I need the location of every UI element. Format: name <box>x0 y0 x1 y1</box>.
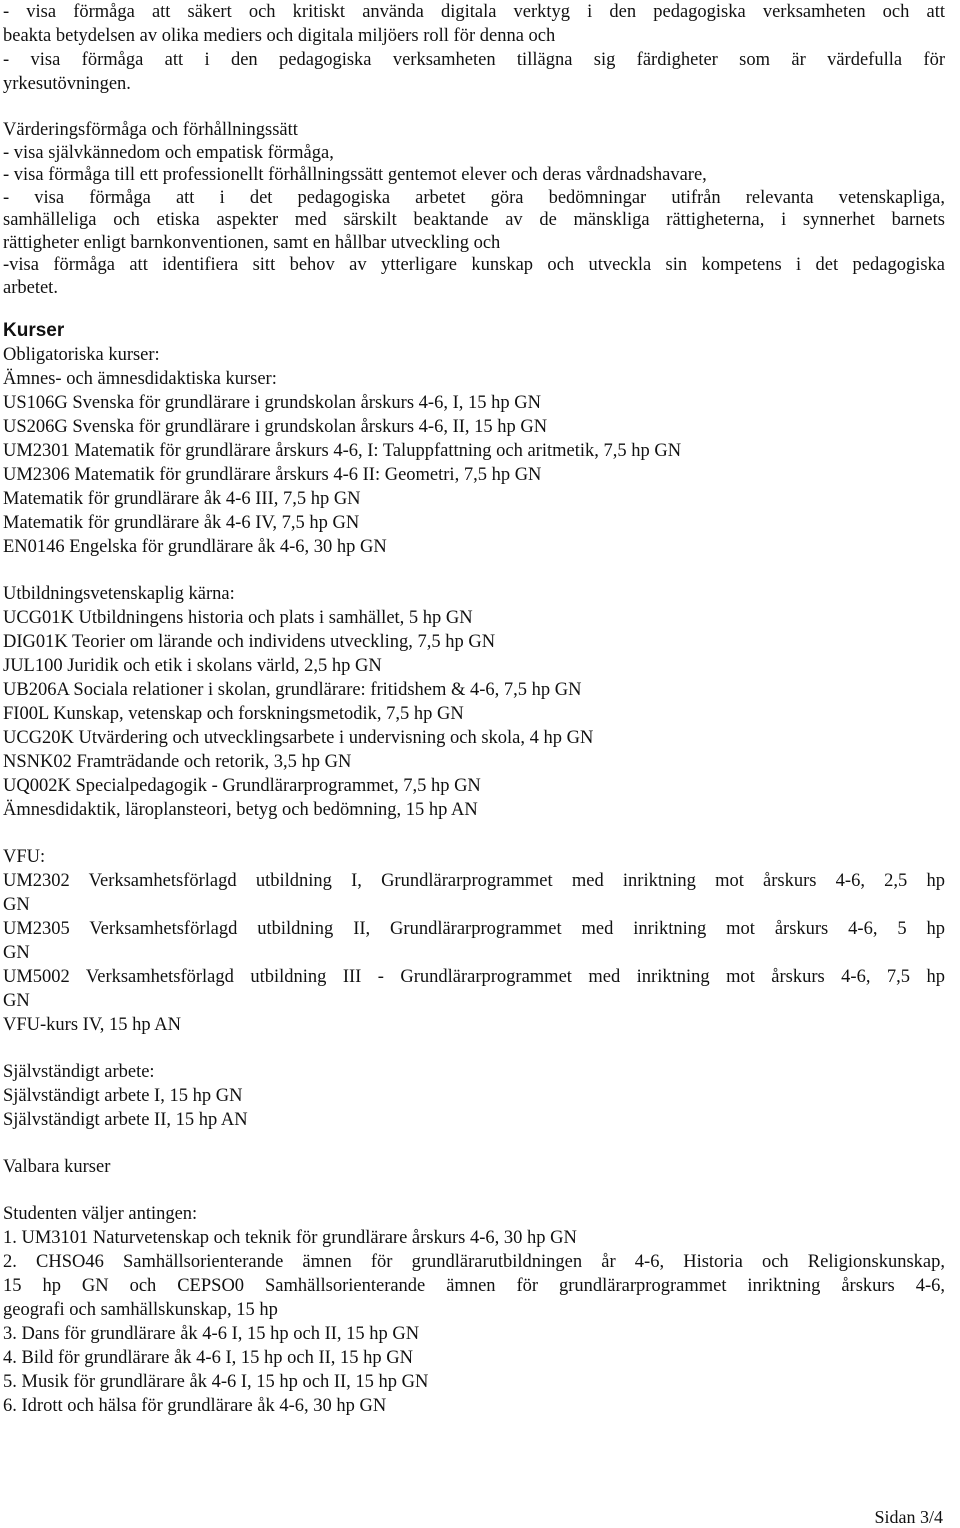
core-label: Utbildningsvetenskaplig kärna: <box>3 584 235 604</box>
list-item: US106G Svenska för grundlärare i grundskolan årskurs 4-6, I, 15 hp GN <box>3 393 541 413</box>
intro-block <box>3 0 945 96</box>
list-item: GN <box>3 991 30 1011</box>
list-item: Matematik för grundlärare åk 4-6 IV, 7,5 hp GN <box>3 513 360 533</box>
page-number: Sidan 3/4 <box>874 1507 943 1527</box>
choose-label: Studenten väljer antingen: <box>3 1204 198 1224</box>
text-line: - visa förmåga till ett professionellt förhållningssätt gentemot elever och deras vårdnadshavare, <box>3 165 707 185</box>
text-line: rättigheter enligt barnkonventionen, samt en hållbar utveckling och <box>3 232 501 253</box>
vfu-course-list <box>3 869 945 1037</box>
thesis-label: Självständigt arbete: <box>3 1062 155 1082</box>
courses-heading: Kurser <box>3 320 65 341</box>
list-item: geografi och samhällskunskap, 15 hp <box>3 1300 278 1320</box>
list-item: Självständigt arbete II, 15 hp AN <box>3 1110 248 1130</box>
section-title: Värderingsförmåga och förhållningssätt <box>3 120 298 140</box>
list-item: US206G Svenska för grundlärare i grundskolan årskurs 4-6, II, 15 hp GN <box>3 417 548 437</box>
mandatory-label: Obligatoriska kurser: <box>3 345 160 365</box>
core-course-list <box>3 606 945 822</box>
thesis-course-list <box>3 1084 945 1132</box>
list-item: 3. Dans för grundlärare åk 4-6 I, 15 hp och II, 15 hp GN <box>3 1324 420 1344</box>
text-line: samhälleliga och etiska aspekter med särskilt beaktande av de mänskliga rättigheterna, i synnerhet barnets <box>3 210 945 230</box>
list-item: Ämnesdidaktik, läroplansteori, betyg och bedömning, 15 hp AN <box>3 800 478 820</box>
vfu-label: VFU: <box>3 847 46 867</box>
list-item: GN <box>3 895 30 915</box>
text-line: arbetet. <box>3 277 58 298</box>
list-item: UB206A Sociala relationer i skolan, grundlärare: fritidshem & 4-6, 7,5 hp GN <box>3 680 582 700</box>
list-item: 4. Bild för grundlärare åk 4-6 I, 15 hp och II, 15 hp GN <box>3 1348 413 1368</box>
subject-course-list <box>3 391 945 559</box>
list-item: GN <box>3 943 30 963</box>
list-item: FI00L Kunskap, vetenskap och forskningsmetodik, 7,5 hp GN <box>3 704 464 724</box>
subject-label: Ämnes- och ämnesdidaktiska kurser: <box>3 369 277 389</box>
list-item: Matematik för grundlärare åk 4-6 III, 7,5 hp GN <box>3 489 361 509</box>
list-item: UM2301 Matematik för grundlärare årskurs 4-6, I: Taluppfattning och aritmetik, 7,5 hp GN <box>3 441 682 461</box>
text-line: -visa förmåga att identifiera sitt behov av ytterligare kunskap och utveckla sin kompetens i det pedagogiska <box>3 255 945 275</box>
list-item: UM2305 Verksamhetsförlagd utbildning II, Grundlärarprogrammet med inriktning mot årskurs 4-6, 5 hp <box>3 919 945 939</box>
list-item: JUL100 Juridik och etik i skolans värld, 2,5 hp GN <box>3 656 382 676</box>
list-item: UQ002K Specialpedagogik - Grundlärarprogrammet, 7,5 hp GN <box>3 776 481 796</box>
list-item: NSNK02 Framträdande och retorik, 3,5 hp GN <box>3 752 352 772</box>
text-line: beakta betydelsen av olika mediers och digitala miljöers roll för denna och <box>3 26 556 46</box>
list-item: 2. CHSO46 Samhällsorienterande ämnen för grundlärarutbildningen år 4-6, Historia och Religionskunskap, <box>3 1252 945 1272</box>
elective-label: Valbara kurser <box>3 1157 111 1177</box>
text-line: - visa självkännedom och empatisk förmåga, <box>3 142 334 163</box>
text-line: yrkesutövningen. <box>3 74 131 94</box>
list-item: UM2306 Matematik för grundlärare årskurs 4-6 II: Geometri, 7,5 hp GN <box>3 465 542 485</box>
elective-course-list <box>3 1226 945 1418</box>
list-item: UM2302 Verksamhetsförlagd utbildning I, Grundlärarprogrammet med inriktning mot årskurs 4-6, 2,5 hp <box>3 871 945 891</box>
list-item: UM5002 Verksamhetsförlagd utbildning III - Grundlärarprogrammet med inriktning mot årskurs 4-6, 7,5 hp <box>3 967 945 987</box>
courses-section <box>3 319 945 1418</box>
list-item: 15 hp GN och CEPSO0 Samhällsorienterande ämnen för grundlärarprogrammet inriktning årskurs 4-6, <box>3 1276 945 1296</box>
document-page <box>3 0 945 1418</box>
list-item: 5. Musik för grundlärare åk 4-6 I, 15 hp och II, 15 hp GN <box>3 1372 429 1392</box>
list-item: DIG01K Teorier om lärande och individens utveckling, 7,5 hp GN <box>3 632 496 652</box>
text-line: - visa förmåga att säkert och kritiskt använda digitala verktyg i den pedagogiska verksamheten och att <box>3 2 945 22</box>
list-item: 1. UM3101 Naturvetenskap och teknik för grundlärare årskurs 4-6, 30 hp GN <box>3 1228 577 1248</box>
text-line: - visa förmåga att i det pedagogiska arbetet göra bedömningar utifrån relevanta vetenskapliga, <box>3 187 945 208</box>
text-line: - visa förmåga att i den pedagogiska verksamheten tillägna sig färdigheter som är värdefulla för <box>3 50 945 70</box>
list-item: UCG20K Utvärdering och utvecklingsarbete i undervisning och skola, 4 hp GN <box>3 728 594 748</box>
list-item: VFU-kurs IV, 15 hp AN <box>3 1015 181 1035</box>
values-section <box>3 119 945 299</box>
list-item: 6. Idrott och hälsa för grundlärare åk 4-6, 30 hp GN <box>3 1396 387 1416</box>
list-item: Självständigt arbete I, 15 hp GN <box>3 1086 243 1106</box>
list-item: UCG01K Utbildningens historia och plats i samhället, 5 hp GN <box>3 608 473 628</box>
list-item: EN0146 Engelska för grundlärare åk 4-6, 30 hp GN <box>3 537 387 557</box>
